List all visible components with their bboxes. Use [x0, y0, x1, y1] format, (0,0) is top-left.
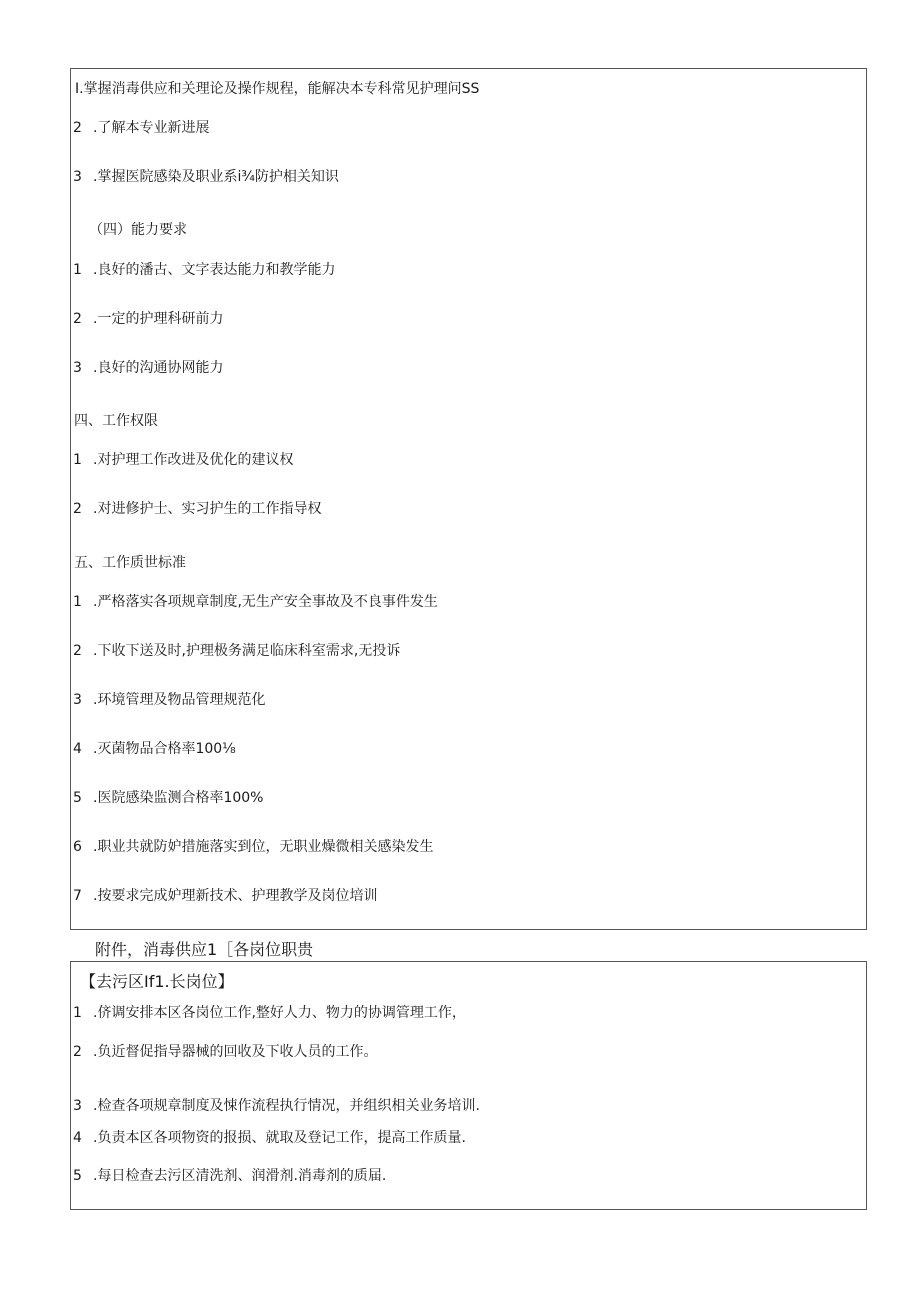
item-number: 4 [73, 741, 82, 757]
item-number: 5 [73, 1168, 82, 1184]
section2-item-1 [73, 1004, 466, 1022]
ability-item-3 [73, 359, 223, 377]
quality-item-4 [73, 740, 236, 758]
item-text: .检查各项规章制度及悚作流程执行情况，并组织相关业务培训. [93, 1098, 480, 1114]
ability-heading: （四）能力要求 [89, 222, 187, 238]
section2-item-3 [73, 1097, 480, 1115]
item-text: .对护理工作改进及优化的建议权 [93, 452, 294, 468]
attachment-caption: 附件，消毒供应1［各岗位职贵 [95, 940, 314, 959]
knowledge-item-2 [73, 119, 209, 137]
item-text: .每日检查去污区清洗剂、润滑剂.消毒剂的质届. [93, 1168, 387, 1184]
item-number: 1 [73, 594, 82, 610]
item-number: 1 [73, 452, 82, 468]
item-number: 2 [73, 311, 82, 327]
quality-heading: 五、工作质世标准 [74, 555, 186, 571]
item-text: .职业共就防妒措施落实到位，无职业燥微相关感染发生 [93, 839, 434, 855]
authority-item-2 [73, 500, 321, 518]
authority-item-1 [73, 451, 293, 469]
ability-item-2 [73, 310, 223, 328]
item-number: 3 [73, 169, 82, 185]
item-number: 2 [73, 120, 82, 136]
section2-item-5 [73, 1167, 386, 1185]
item-number: 3 [73, 692, 82, 708]
item-number: 3 [73, 1098, 82, 1114]
item-text: .环境管理及物品管理规范化 [93, 692, 266, 708]
item-text: .良好的潘古、文字表达能力和教学能力 [93, 262, 336, 278]
item-text: .负责本区各项物资的报损、就取及登记工作，提高工作质量. [93, 1130, 466, 1146]
quality-item-5 [73, 789, 263, 807]
item-number: 1 [73, 1005, 82, 1021]
knowledge-item-3 [73, 168, 339, 186]
quality-item-2 [73, 642, 400, 660]
item-text: .按要求完成妒理新技术、护理教学及岗位培训 [93, 888, 378, 904]
item-number: 4 [73, 1130, 82, 1146]
item-text: .侪调安排本区各岗位工作,整好人力、物力的协调管理工作， [93, 1005, 466, 1021]
item-number: 2 [73, 1044, 82, 1060]
item-text: .一定的护理科研前力 [93, 311, 224, 327]
section2-title: 【去污区If1.长岗位】 [80, 972, 234, 991]
item-number: 2 [73, 501, 82, 517]
item-text: .负近督促指导器械的回收及下收人员的工作。 [93, 1044, 378, 1060]
section2-item-2 [73, 1043, 377, 1061]
quality-item-3 [73, 691, 265, 709]
item-number: 1 [73, 262, 82, 278]
item-number: 7 [73, 888, 82, 904]
section2-item-4 [73, 1129, 466, 1147]
item-text: .下收下送及时,护理极务满足临床科室需求,无投诉 [93, 643, 401, 659]
item-text: .灭菌物品合格率100⅛ [93, 741, 236, 757]
authority-heading: 四、工作权限 [74, 413, 158, 429]
item-number: 5 [73, 790, 82, 806]
item-text: .医院感染监测合格率100% [93, 790, 264, 806]
item-text: .严格落实各项规章制度,无生产安全事故及不良事件发生 [93, 594, 438, 610]
item-number: 3 [73, 360, 82, 376]
ability-item-1 [73, 261, 335, 279]
quality-item-7 [73, 887, 377, 905]
item-number: 6 [73, 839, 82, 855]
item-text: .良好的沟通协网能力 [93, 360, 224, 376]
item-number: 2 [73, 643, 82, 659]
item-text: .了解本专业新进展 [93, 120, 210, 136]
quality-item-1 [73, 593, 438, 611]
knowledge-item-1: I.掌握消毒供应和关理论及操作规程，能解决本专科常见护理问SS [75, 81, 480, 97]
item-text: .掌握医院感染及职业系i¾防护相关知识 [93, 169, 339, 185]
item-text: .对进修护士、实习护生的工作指导权 [93, 501, 322, 517]
quality-item-6 [73, 838, 433, 856]
